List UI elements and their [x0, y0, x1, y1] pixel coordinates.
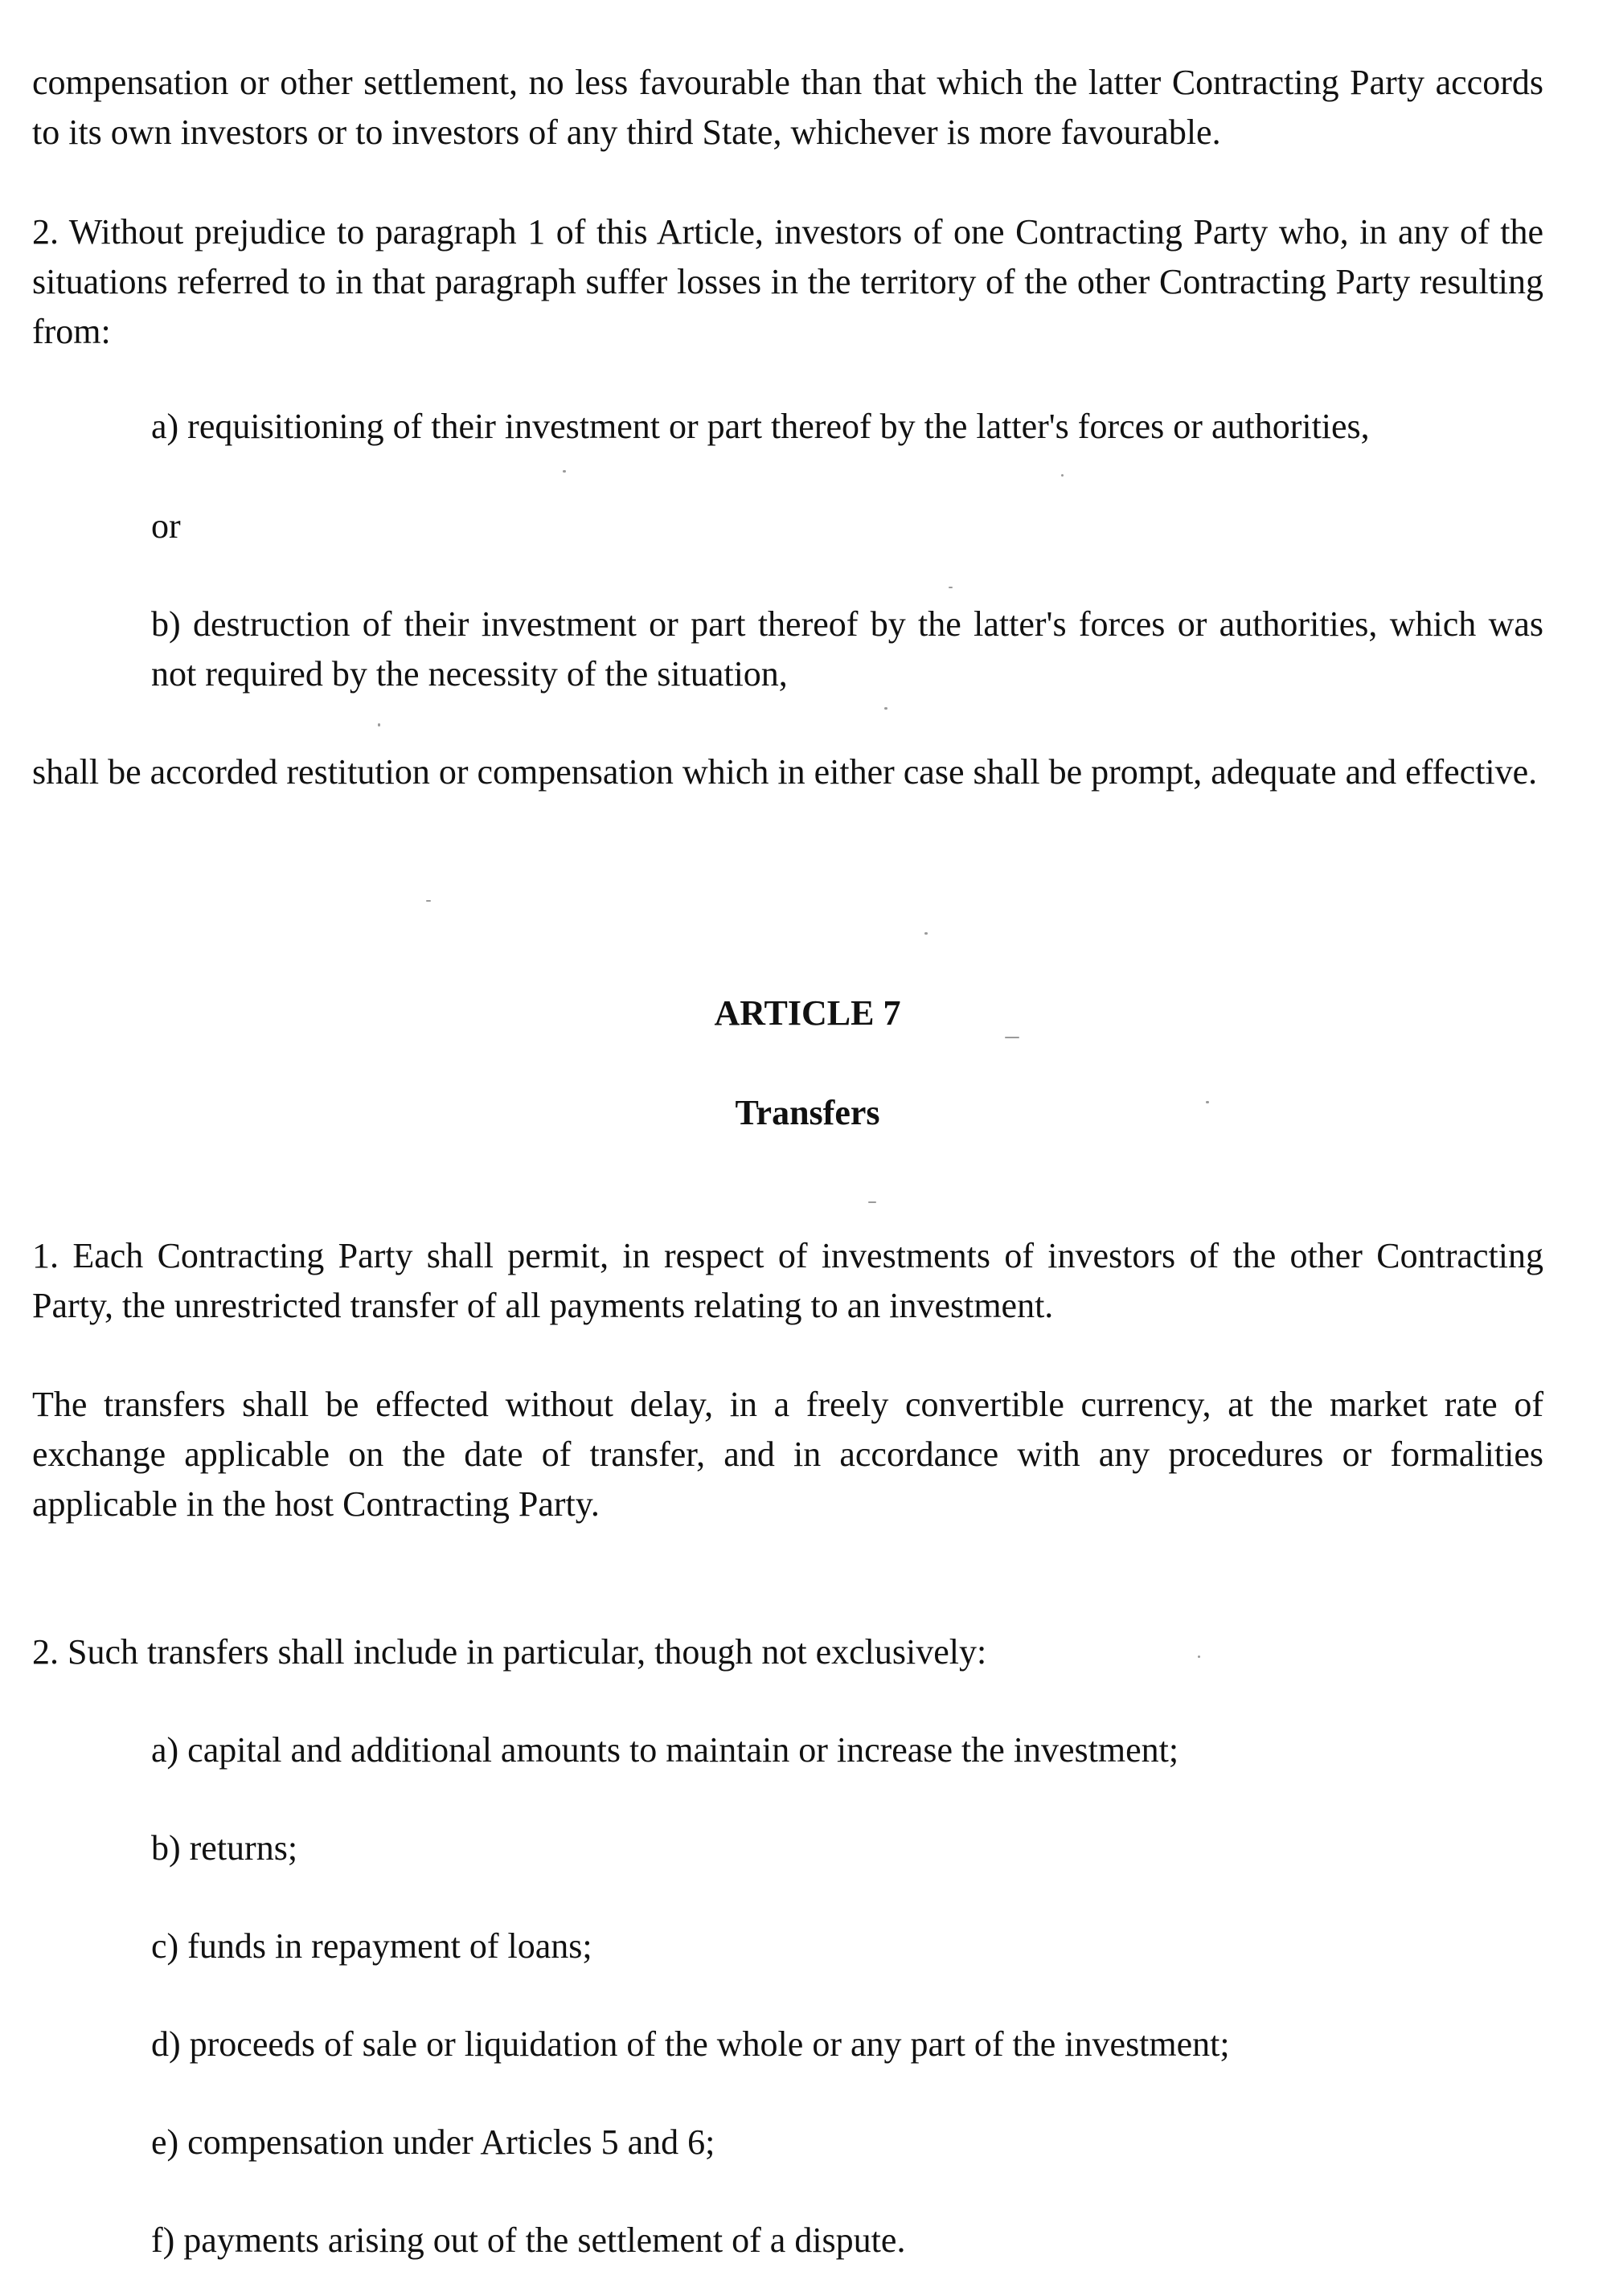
scan-speck	[563, 470, 566, 473]
scan-speck	[949, 587, 953, 588]
paragraph-transfer-conditions: The transfers shall be effected without delay, in a freely convertible currency, at the market rate of exchange applicable on the date of transfer, and in accordance with any procedures or formalities applicable in the host Contracting Party.	[32, 1385, 1543, 1524]
scan-speck	[426, 900, 431, 902]
paragraph-article6-2: 2. Without prejudice to paragraph 1 of this Article, investors of one Contracting Party who, in any of the situations referred to in that paragraph suffer losses in the territory of the other Contracting Party resulting from:	[32, 212, 1543, 351]
paragraph-restitution: shall be accorded restitution or compensation which in either case shall be prompt, adequate and effective.	[32, 752, 1538, 792]
paragraph-compensation-settlement: compensation or other settlement, no less favourable than that which the latter Contracting Party accords to its own investors or to investors of any third State, whichever is more favourable.	[32, 63, 1543, 152]
list-item-requisitioning: a) requisitioning of their investment or part thereof by the latter's forces or authorities,	[151, 407, 1370, 446]
connector-or: or	[151, 506, 181, 546]
article-heading: ARTICLE 7	[714, 993, 901, 1033]
scan-speck	[1061, 474, 1064, 477]
transfer-item-capital: a) capital and additional amounts to maintain or increase the investment;	[151, 1730, 1179, 1770]
paragraph-article7-1: 1. Each Contracting Party shall permit, in respect of investments of investors of the other Contracting Party, the unrestricted transfer of all payments relating to an investment.	[32, 1236, 1543, 1325]
transfer-item-returns: b) returns;	[151, 1828, 298, 1868]
scan-speck	[378, 723, 380, 726]
transfer-item-proceeds: d) proceeds of sale or liquidation of the whole or any part of the investment;	[151, 2024, 1230, 2064]
scan-speck	[884, 707, 887, 710]
scan-speck	[1005, 1037, 1019, 1038]
list-item-destruction: b) destruction of their investment or part thereof by the latter's forces or authorities, which was not required by the necessity of the situation,	[151, 604, 1543, 694]
scan-speck	[924, 932, 928, 935]
scan-speck	[1198, 1655, 1200, 1658]
paragraph-article7-2: 2. Such transfers shall include in particular, though not exclusively:	[32, 1632, 987, 1672]
transfer-item-compensation: e) compensation under Articles 5 and 6;	[151, 2122, 715, 2162]
transfer-item-loans: c) funds in repayment of loans;	[151, 1926, 592, 1966]
scan-speck	[1206, 1101, 1209, 1103]
transfer-item-dispute: f) payments arising out of the settlement of a dispute.	[151, 2220, 906, 2260]
scan-speck	[868, 1201, 876, 1203]
article-title: Transfers	[735, 1093, 880, 1132]
